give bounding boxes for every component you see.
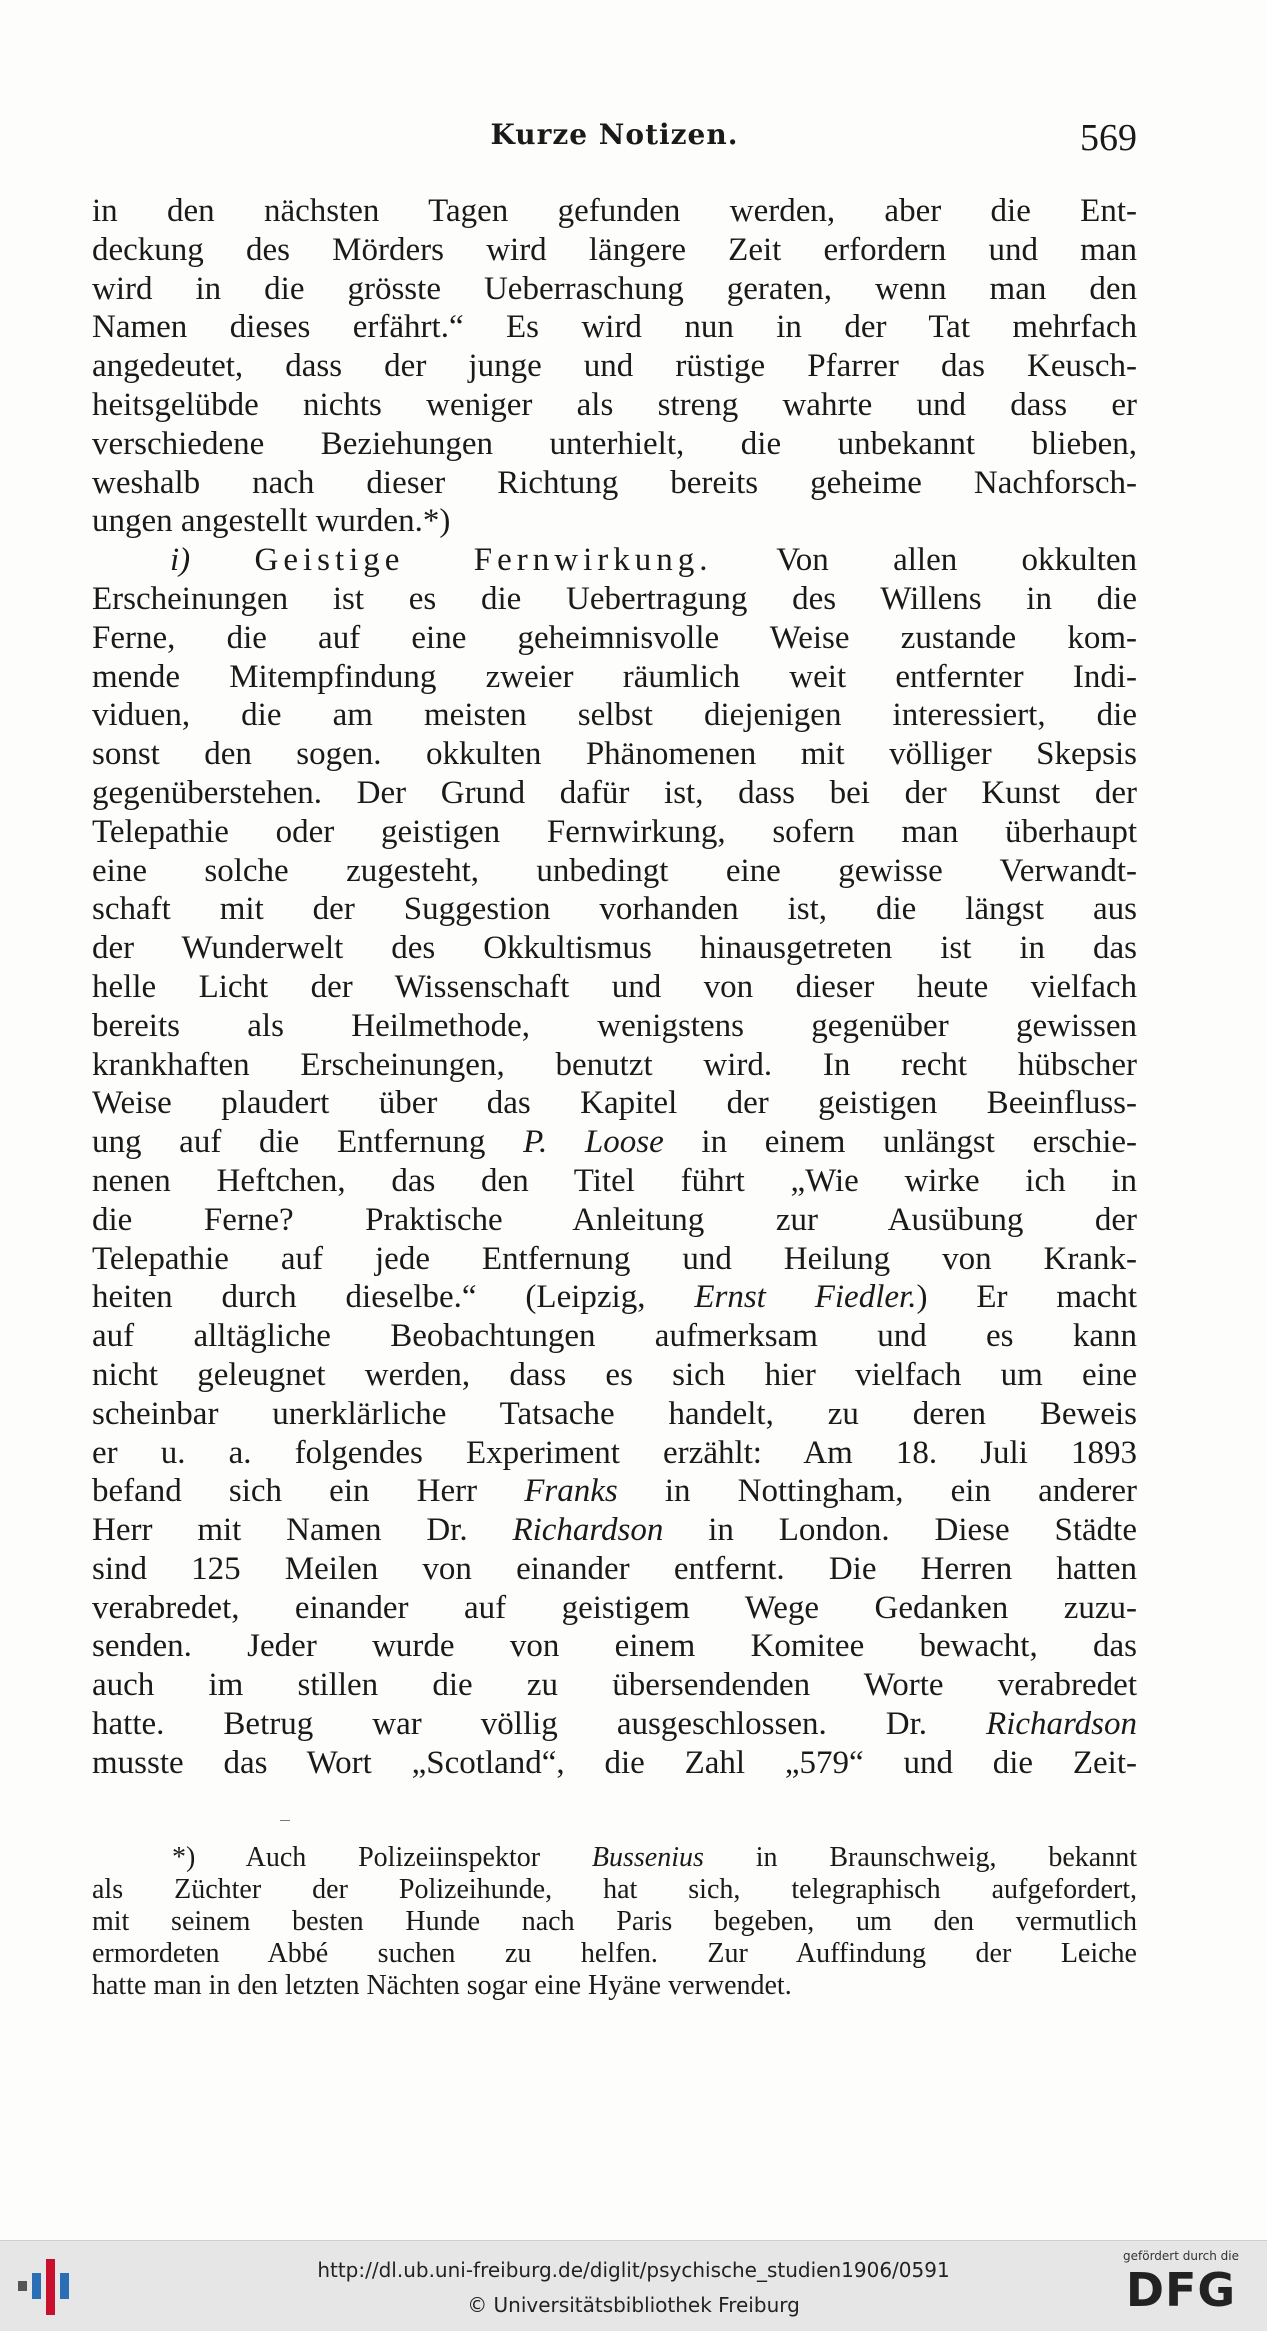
page-header	[92, 118, 1137, 166]
text-line: deckung des Mörders wird längere Zeit erfordern und man	[92, 231, 1137, 268]
text-line: auf alltägliche Beobachtungen aufmerksam und es kann	[92, 1318, 1137, 1355]
text-line: mende Mitempfindung zweier räumlich weit entfernter Indi-	[92, 658, 1137, 695]
text-line: eine solche zugesteht, unbedingt eine gewisse Verwandt-	[92, 852, 1137, 889]
running-head: Kurze Notizen.	[490, 118, 739, 151]
text-line: nenen Heftchen, das den Titel führt „Wie wirke ich in	[92, 1162, 1137, 1199]
text-line: hatte man in den letzten Nächten sogar eine Hyäne verwendet.	[92, 1970, 792, 2001]
text-line: verschiedene Beziehungen unterhielt, die unbekannt blieben,	[92, 425, 1137, 462]
text-line: Telepathie oder geistigen Fernwirkung, sofern man überhaupt	[92, 813, 1137, 850]
text-fragment: *) Auch Polizeiinspektor	[172, 1842, 592, 1873]
text-line: nicht geleugnet werden, dass es sich hier vielfach um eine	[92, 1356, 1137, 1393]
text-fragment: in London. Diese Städte	[663, 1512, 1137, 1549]
text-fragment: befand sich ein Herr	[92, 1473, 525, 1510]
text-line: als Züchter der Polizeihunde, hat sich, telegraphisch aufgefordert,	[92, 1874, 1137, 1905]
text-line: heitsgelübde nichts weniger als streng wahrte und dass er	[92, 386, 1137, 423]
footer-copyright: © Universitätsbibliothek Freiburg	[467, 2293, 800, 2317]
text-fragment: ) Er macht	[916, 1279, 1137, 1316]
text-line: scheinbar unerklärliche Tatsache handelt, zu deren Beweis	[92, 1395, 1137, 1432]
text-line: Erscheinungen ist es die Uebertragung des Willens in die	[92, 580, 1137, 617]
footnote-text	[92, 1842, 1137, 1874]
person-name: Franks	[524, 1473, 618, 1510]
author-name: P. Loose	[523, 1124, 664, 1161]
text-fragment: ung auf die Entfernung	[92, 1124, 524, 1161]
page-number: 569	[1080, 117, 1137, 159]
text-line: sonst den sogen. okkulten Phänomenen mit völliger Skepsis	[92, 736, 1137, 773]
paragraph-2-body	[92, 580, 1137, 1783]
text-line: musste das Wort „Scotland“, die Zahl „579“ und die Zeit-	[92, 1744, 1137, 1781]
text-line	[92, 1511, 1137, 1550]
person-name: Bussenius	[591, 1842, 704, 1873]
text-line	[92, 1842, 1137, 1874]
logo-bar	[18, 2281, 27, 2291]
paragraph-1	[92, 192, 1137, 502]
text-fragment: in einem unlängst erschie-	[663, 1124, 1138, 1161]
footer-url-link[interactable]: http://dl.ub.uni-freiburg.de/diglit/psychische_studien1906/0591	[317, 2258, 950, 2282]
text-line: wird in die grösste Ueberraschung geraten, wenn man den	[92, 270, 1137, 307]
text-line: Telepathie auf jede Entfernung und Heilung von Krank-	[92, 1240, 1137, 1277]
text-line: die Ferne? Praktische Anleitung zur Ausübung der	[92, 1201, 1137, 1238]
text-line: er u. a. folgendes Experiment erzählt: Am 18. Juli 1893	[92, 1434, 1137, 1471]
text-fragment: heiten durch dieselbe.“ (Leipzig,	[92, 1279, 695, 1316]
text-fragment: Von allen okkulten	[712, 542, 1138, 579]
text-line: Namen dieses erfährt.“ Es wird nun in der Tat mehrfach	[92, 309, 1137, 346]
section-label: i)	[170, 542, 191, 579]
footnote	[92, 1842, 1137, 2002]
paragraph-1-end	[92, 502, 1137, 541]
publisher-name: Ernst Fiedler.	[694, 1279, 917, 1316]
dfg-logo-icon	[1111, 2249, 1251, 2325]
paragraph-2	[92, 541, 1137, 580]
footnote-end	[92, 1970, 1137, 2002]
text-line: angedeutet, dass der junge und rüstige Pfarrer das Keusch-	[92, 348, 1137, 385]
section-first-line	[92, 541, 1137, 580]
text-line: viduen, die am meisten selbst diejenigen interessiert, die	[92, 697, 1137, 734]
body-text	[92, 192, 1137, 1783]
text-fragment: in Braunschweig, bekannt	[703, 1842, 1137, 1873]
text-fragment: Herr mit Namen Dr.	[92, 1512, 513, 1549]
section-heading: Geistige Fernwirkung.	[254, 542, 713, 579]
text-line: sind 125 Meilen von einander entfernt. Die Herren hatten	[92, 1550, 1137, 1587]
person-name: Richardson	[512, 1512, 664, 1549]
text-line	[92, 1472, 1137, 1511]
text-fragment: hatte. Betrug war völlig ausgeschlossen. Dr.	[92, 1706, 987, 1743]
text-line: der Wunderwelt des Okkultismus hinausgetreten ist in das	[92, 930, 1137, 967]
viewer-footer	[0, 2240, 1267, 2331]
text-line: ungen angestellt wurden.*)	[92, 503, 451, 540]
footnote-body	[92, 1874, 1137, 1970]
text-line	[92, 1123, 1137, 1162]
text-line: schaft mit der Suggestion vorhanden ist, die längst aus	[92, 891, 1137, 928]
footnote-separator	[280, 1820, 290, 1821]
text-line: auch im stillen die zu übersendenden Worte verabredet	[92, 1667, 1137, 1704]
text-line: bereits als Heilmethode, wenigstens gegenüber gewissen	[92, 1007, 1137, 1044]
person-name: Richardson	[986, 1706, 1137, 1743]
text-line	[92, 1705, 1137, 1744]
text-line: in den nächsten Tagen gefunden werden, aber die Ent-	[92, 193, 1137, 229]
text-line	[92, 1278, 1137, 1317]
text-line: krankhaften Erscheinungen, benutzt wird. In recht hübscher	[92, 1046, 1137, 1083]
text-line: weshalb nach dieser Richtung bereits geheime Nachforsch-	[92, 464, 1137, 501]
text-line: Weise plaudert über das Kapitel der geistigen Beeinfluss-	[92, 1085, 1137, 1122]
text-fragment: in Nottingham, ein anderer	[617, 1473, 1137, 1510]
dfg-wordmark: DFG	[1125, 2263, 1237, 2317]
text-line: Ferne, die auf eine geheimnisvolle Weise zustande kom-	[92, 619, 1137, 656]
text-line: helle Licht der Wissenschaft und von dieser heute vielfach	[92, 968, 1137, 1005]
text-line: ermordeten Abbé suchen zu helfen. Zur Auffindung der Leiche	[92, 1938, 1137, 1969]
text-line: mit seinem besten Hunde nach Paris begeben, um den vermutlich	[92, 1906, 1137, 1937]
text-line: verabredet, einander auf geistigem Wege Gedanken zuzu-	[92, 1589, 1137, 1626]
text-line: gegenüberstehen. Der Grund dafür ist, dass bei der Kunst der	[92, 774, 1137, 811]
text-line: senden. Jeder wurde von einem Komitee bewacht, das	[92, 1628, 1137, 1665]
dfg-caption: gefördert durch die	[1123, 2249, 1239, 2263]
